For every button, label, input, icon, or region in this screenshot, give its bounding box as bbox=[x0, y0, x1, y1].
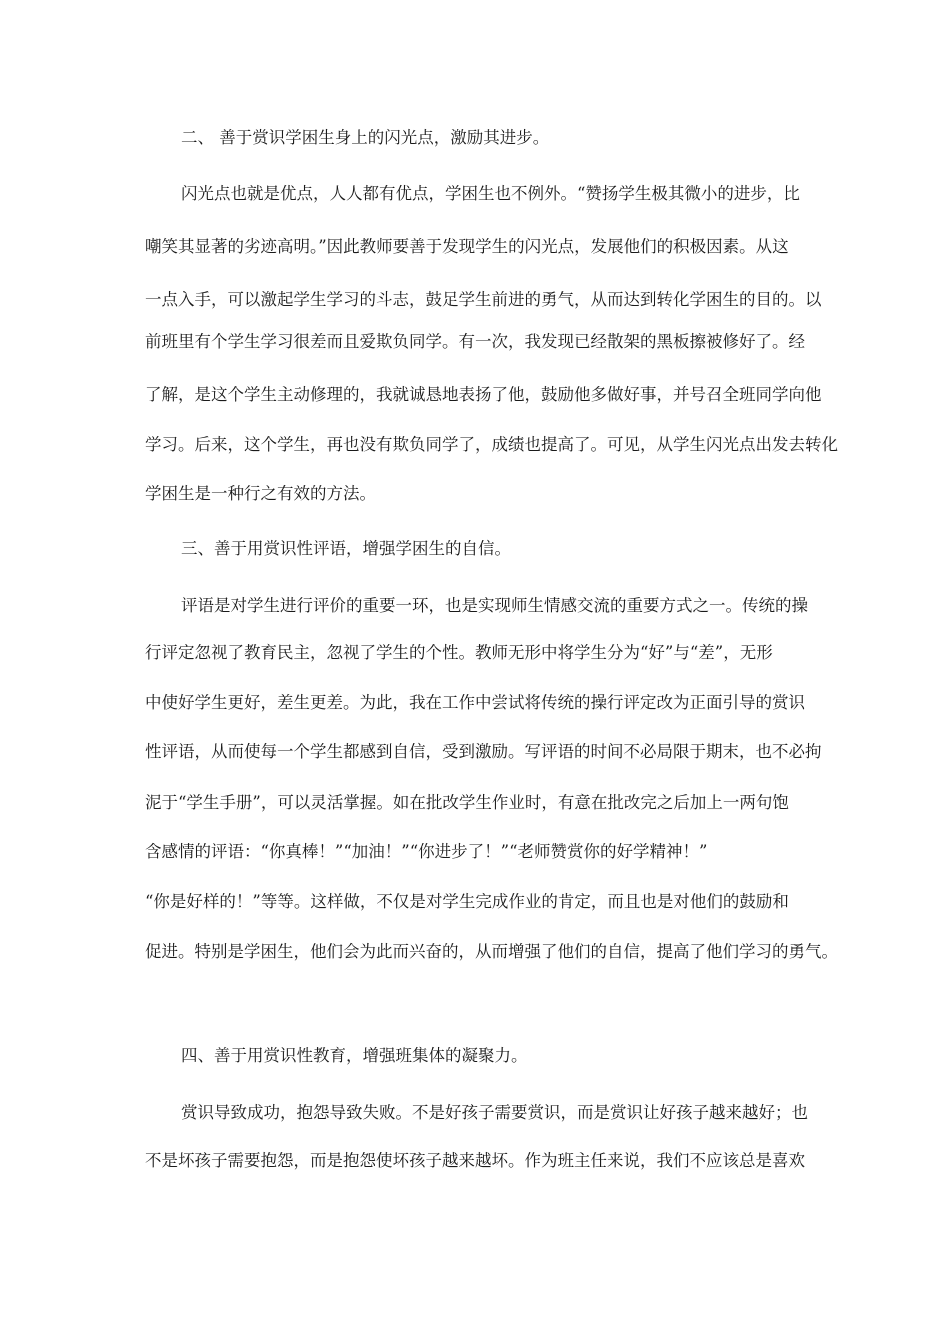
paragraph-line: 嘲笑其显著的劣迹高明。”因此教师要善于发现学生的闪光点，发展他们的积极因素。从这 bbox=[145, 237, 789, 256]
paragraph-line: 泥于“学生手册”，可以灵活掌握。如在批改学生作业时，有意在批改完之后加上一两句饱 bbox=[145, 793, 789, 812]
section-heading: 四、善于用赏识性教育，增强班集体的凝聚力。 bbox=[181, 1046, 528, 1065]
paragraph-line: 学困生是一种行之有效的方法。 bbox=[145, 484, 376, 503]
paragraph-line: 赏识导致成功，抱怨导致失败。不是好孩子需要赏识，而是赏识让好孩子越来越好；也 bbox=[181, 1103, 808, 1122]
paragraph-line: 了解，是这个学生主动修理的，我就诚恳地表扬了他，鼓励他多做好事，并号召全班同学向他 bbox=[145, 385, 822, 404]
paragraph-line: 前班里有个学生学习很差而且爱欺负同学。有一次，我发现已经散架的黑板擦被修好了。经 bbox=[145, 332, 805, 351]
section-heading: 二、 善于赏识学困生身上的闪光点，激励其进步。 bbox=[181, 128, 550, 147]
paragraph-line: 评语是对学生进行评价的重要一环，也是实现师生情感交流的重要方式之一。传统的操 bbox=[181, 596, 808, 615]
paragraph-line: 学习。后来，这个学生，再也没有欺负同学了，成绩也提高了。可见，从学生闪光点出发去转化 bbox=[145, 435, 838, 454]
section-heading: 三、善于用赏识性评语，增强学困生的自信。 bbox=[181, 539, 511, 558]
paragraph-line: 性评语，从而使每一个学生都感到自信，受到激励。写评语的时间不必局限于期末，也不必拘 bbox=[145, 742, 822, 761]
paragraph-line: 中使好学生更好，差生更差。为此，我在工作中尝试将传统的操行评定改为正面引导的赏识 bbox=[145, 693, 805, 712]
paragraph-line: “你是好样的！”等等。这样做，不仅是对学生完成作业的肯定，而且也是对他们的鼓励和 bbox=[145, 892, 789, 911]
paragraph-line: 行评定忽视了教育民主，忽视了学生的个性。教师无形中将学生分为“好”与“差”，无形 bbox=[145, 643, 773, 662]
paragraph-line: 闪光点也就是优点，人人都有优点，学困生也不例外。“赞扬学生极其微小的进步，比 bbox=[181, 184, 800, 203]
paragraph-line: 不是坏孩子需要抱怨，而是抱怨使坏孩子越来越坏。作为班主任来说，我们不应该总是喜欢 bbox=[145, 1151, 805, 1170]
paragraph-line: 一点入手，可以激起学生学习的斗志，鼓足学生前进的勇气，从而达到转化学困生的目的。以 bbox=[145, 290, 822, 309]
paragraph-line: 促进。特别是学困生，他们会为此而兴奋的，从而增强了他们的自信，提高了他们学习的勇气。 bbox=[145, 942, 838, 961]
paragraph-line: 含感情的评语：“你真棒！”“加油！”“你进步了！”“老师赞赏你的好学精神！” bbox=[145, 842, 708, 861]
